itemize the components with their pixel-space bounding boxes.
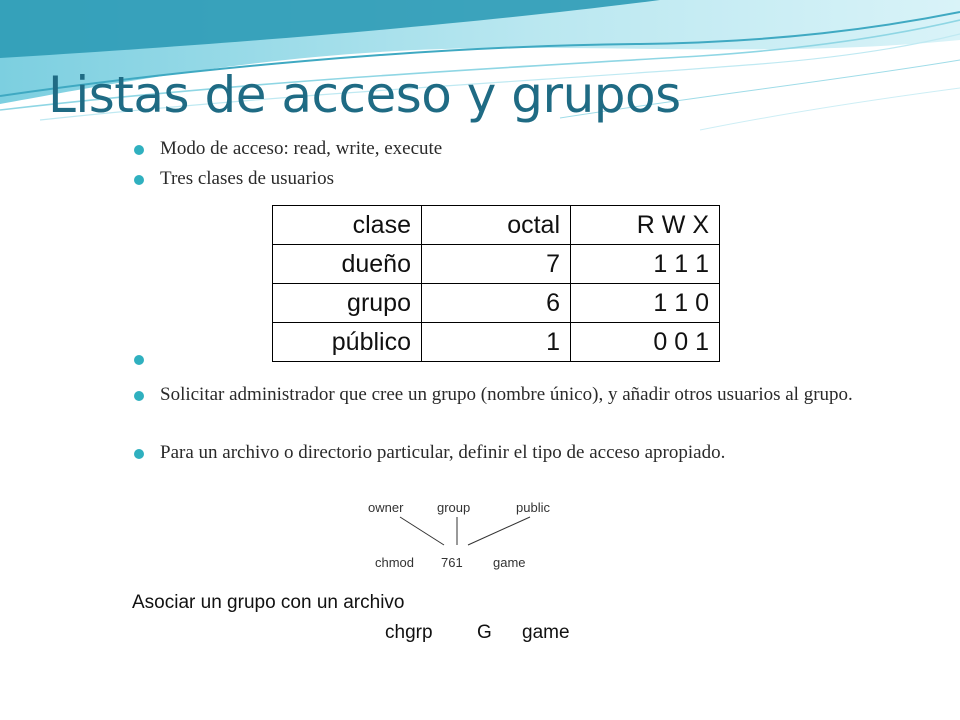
bullet-dot-icon: [134, 391, 144, 401]
bullet-text: Modo de acceso: read, write, execute: [160, 138, 443, 159]
chmod-owner-label: owner: [368, 500, 404, 515]
permissions-table: [272, 205, 720, 362]
chmod-file: game: [493, 555, 526, 570]
chmod-mode: 761: [441, 555, 463, 570]
bullet-dot-icon: [134, 145, 144, 155]
table-cell: 7: [422, 245, 571, 284]
bullet-dot-icon: [134, 175, 144, 185]
bullet-text: Para un archivo o directorio particular, definir el tipo de acceso apropiado.: [160, 442, 726, 463]
table-cell: 0 0 1: [571, 323, 720, 362]
table-row: [273, 284, 720, 323]
table-row: [273, 323, 720, 362]
chgrp-file: game: [522, 622, 570, 643]
table-cell: 1: [422, 323, 571, 362]
slide-title: Listas de acceso y grupos: [48, 66, 681, 124]
table-cell: dueño: [273, 245, 422, 284]
table-cell: grupo: [273, 284, 422, 323]
bullet-access-mode: [160, 136, 860, 162]
chgrp-group: G: [477, 622, 492, 643]
table-header-cell: clase: [273, 206, 422, 245]
associate-text: Asociar un grupo con un archivo: [132, 592, 405, 613]
chmod-group-label: group: [437, 500, 471, 515]
table-header-cell: octal: [422, 206, 571, 245]
chmod-command: chmod: [375, 555, 415, 570]
bullet-request-admin: [160, 382, 860, 408]
bullet-user-classes: [160, 166, 860, 192]
table-cell: 1 1 0: [571, 284, 720, 323]
bullet-text: Solicitar administrador que cree un grupo (nombre único), y añadir otros usuarios al grupo.: [160, 384, 853, 405]
table-cell: público: [273, 323, 422, 362]
bullet-dot-icon: [134, 449, 144, 459]
chgrp-command: chgrp: [385, 622, 433, 643]
table-header-cell: R W X: [571, 206, 720, 245]
table-cell: 6: [422, 284, 571, 323]
table-row: [273, 245, 720, 284]
table-header-row: [273, 206, 720, 245]
bullet-dot-icon: [134, 355, 144, 365]
table-cell: 1 1 1: [571, 245, 720, 284]
chmod-public-label: public: [516, 500, 550, 515]
bullet-text: Tres clases de usuarios: [160, 168, 334, 189]
bullet-define-access: [160, 440, 860, 466]
